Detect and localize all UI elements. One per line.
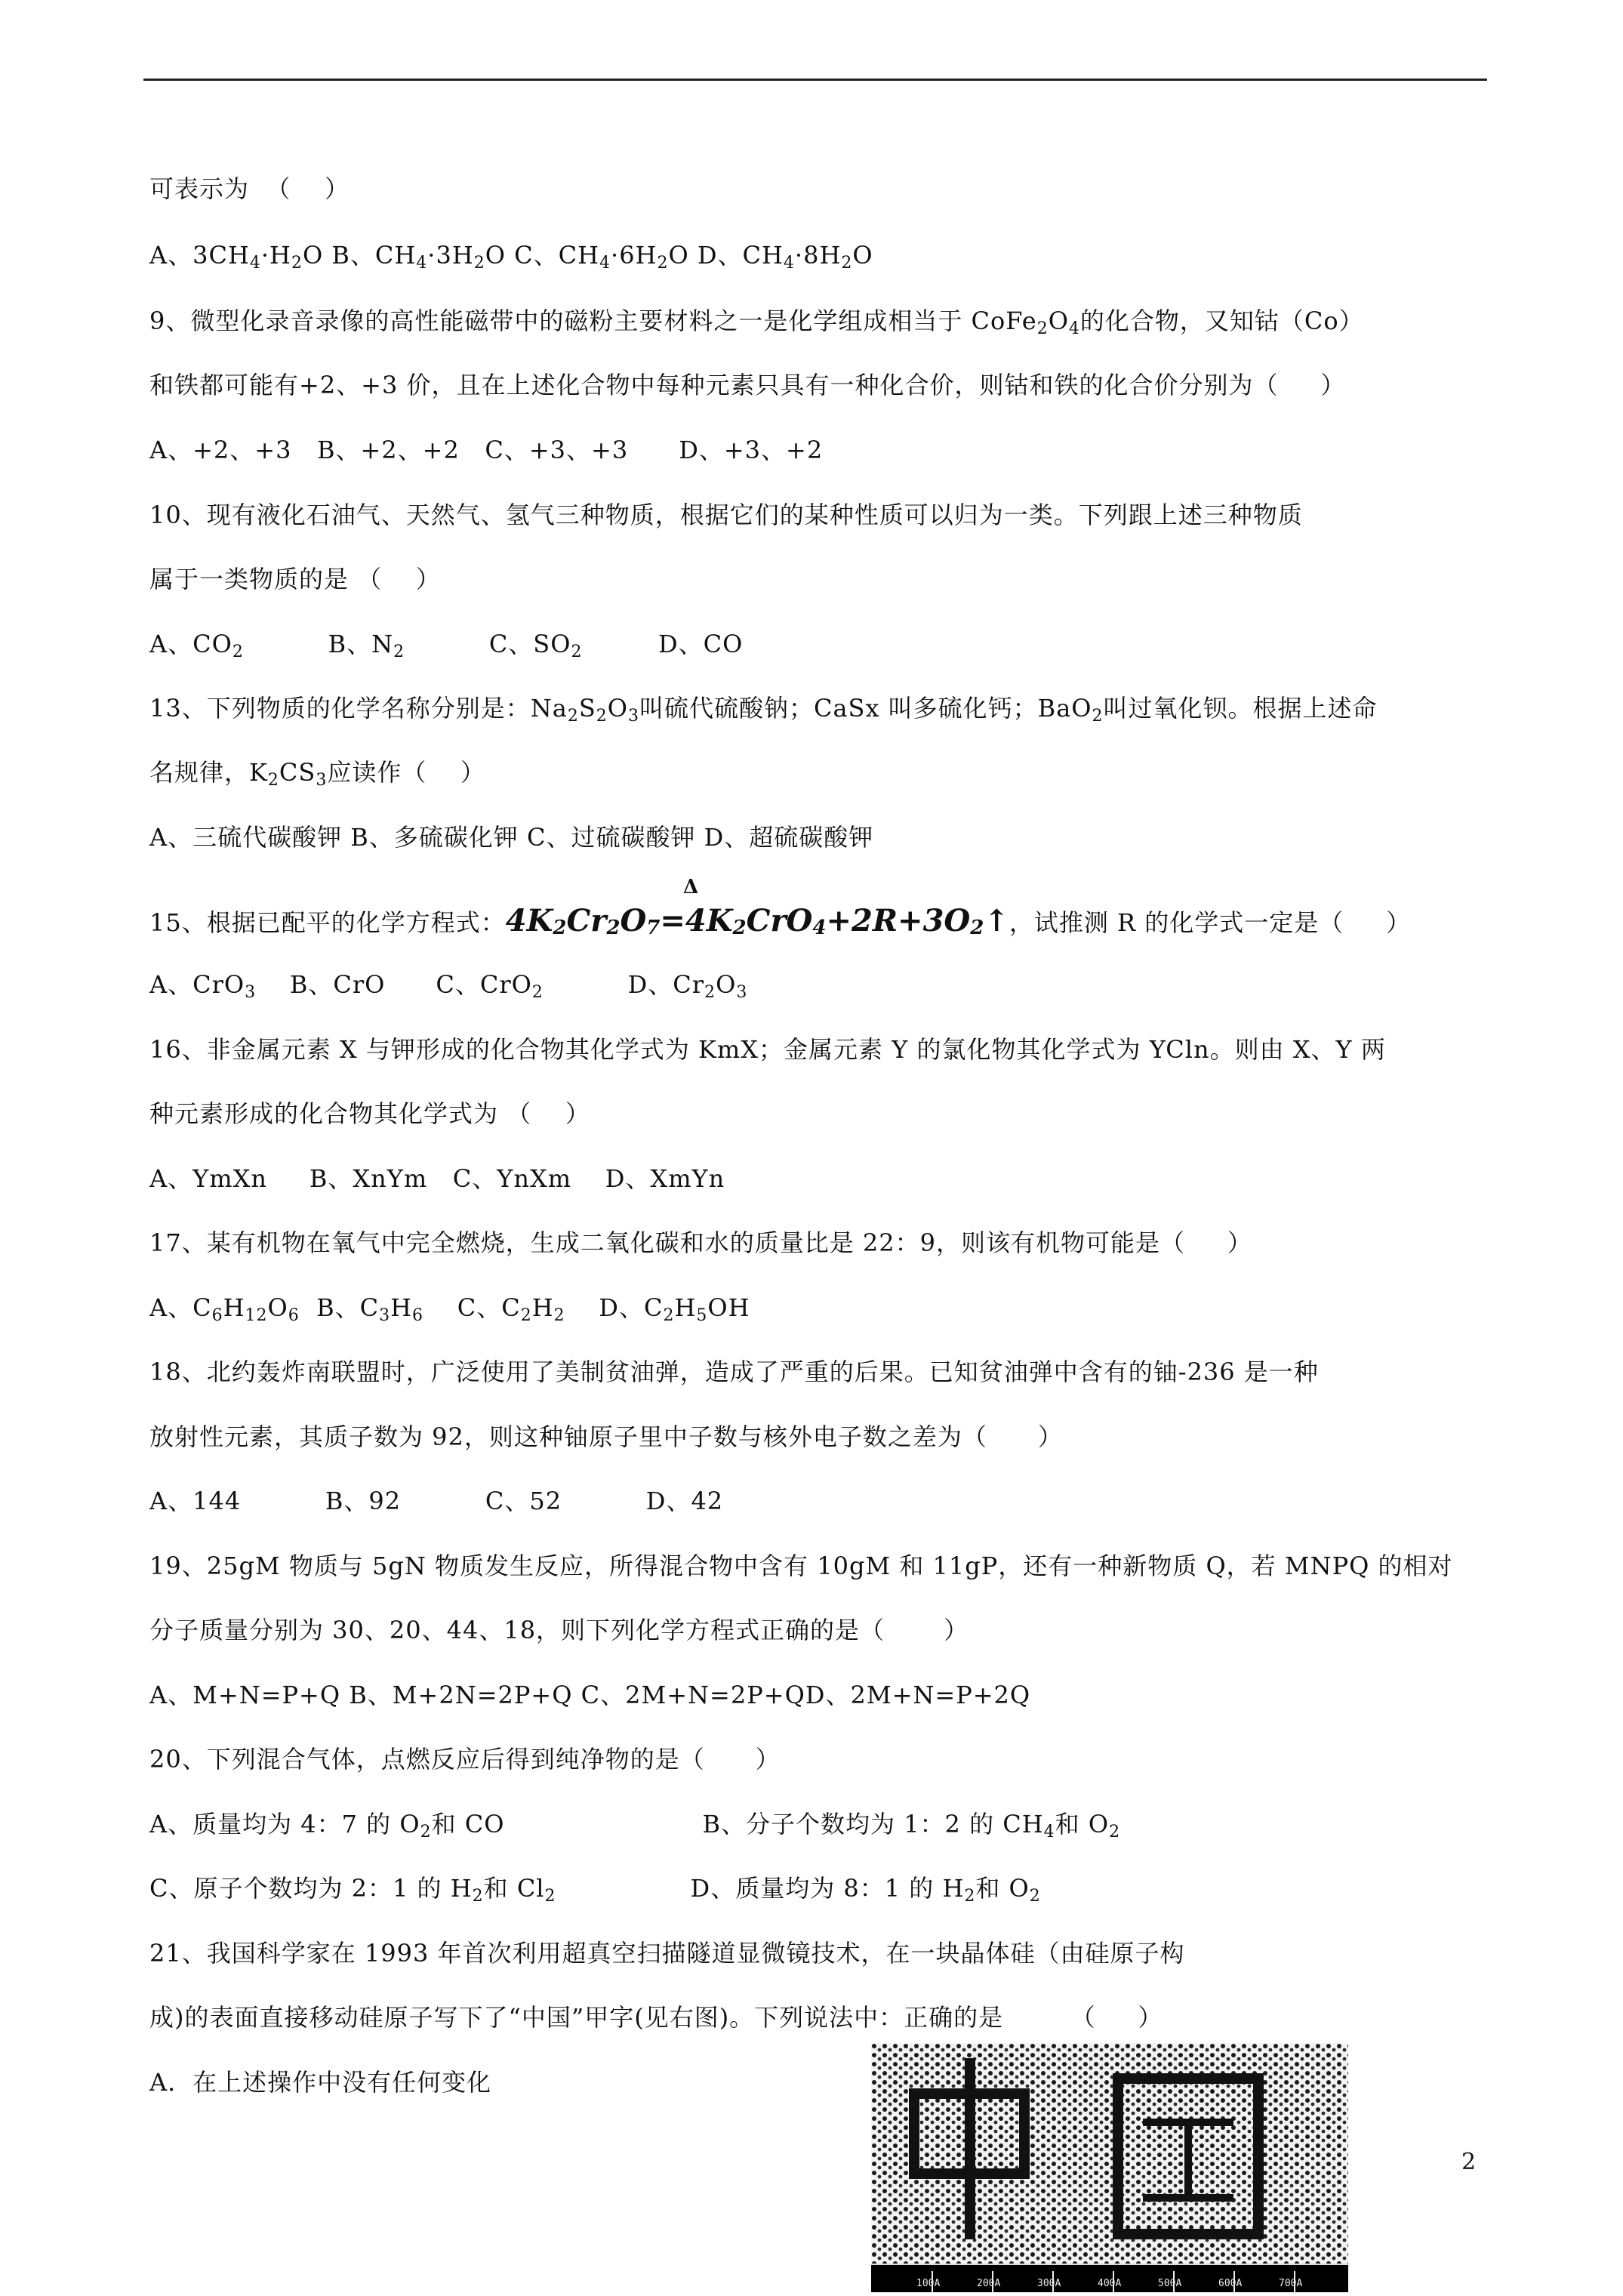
text-line: 和铁都可能有+2、+3 价，且在上述化合物中每种元素只具有一种化合价，则钴和铁的化合价分别为（ ） bbox=[149, 371, 1346, 399]
question-10: 10、现有液化石油气、天然气、氢气三种物质，根据它们的某种性质可以归为一类。下列跟上述三种物质 bbox=[149, 501, 1303, 529]
stm-image bbox=[871, 2043, 1348, 2292]
question-18: 18、北约轰炸南联盟时，广泛使用了美制贫油弹，造成了严重的后果。已知贫油弹中含有的铀-236 是一种 bbox=[149, 1358, 1319, 1386]
page-number: 2 bbox=[1461, 2149, 1477, 2175]
text-line: 成)的表面直接移动硅原子写下了“中国”甲字(见右图)。下列说法中：正确的是 （ ） bbox=[149, 2003, 1163, 2032]
question-20: 20、下列混合气体，点燃反应后得到纯净物的是（ ） bbox=[149, 1745, 781, 1774]
options-line: A、$3CH_4\cdot H_2O$ B、$CH_4\cdot 3H_2O$ C、$CH_4\cdot 6H_2O$ D、$CH_4\cdot 8H_2O$ bbox=[149, 241, 873, 273]
options-line: A、YmXn B、XnYm C、YnXm D、XmYn bbox=[149, 1164, 725, 1193]
text-line: 可表示为 （ ） bbox=[149, 174, 350, 203]
option-a-line: A．在上述操作中没有任何变化 bbox=[149, 2068, 492, 2097]
question-17: 17、某有机物在氧气中完全燃烧，生成二氧化碳和水的质量比是 22：9，则该有机物可能是（ ） bbox=[149, 1228, 1252, 1257]
silicon-surface-texture bbox=[871, 2043, 1348, 2265]
chemical-equation: $4K_2Cr_2O_7=4K_2CrO_4+2R+3O_2↑$ bbox=[505, 903, 1009, 939]
header-rule bbox=[143, 79, 1487, 81]
question-19: 19、25gM 物质与 5gN 物质发生反应，所得混合物中含有 10gM 和 11gP，还有一种新物质 Q，若 MNPQ 的相对 bbox=[149, 1552, 1453, 1580]
options-line: A、$C_6H_{12}O_6$ B、$C_3H_6$ C、$C_2H_2$ D、$C_2H_5OH$ bbox=[149, 1293, 750, 1325]
options-line: A、M+N=P+Q B、M+2N=2P+Q C、2M+N=2P+QD、2M+N=P+2Q bbox=[149, 1681, 1031, 1709]
scale-bar: 100A 200A 300A 400A 500A 600A 700A bbox=[871, 2264, 1348, 2292]
question-13: 13、下列物质的化学名称分别是：$Na_2S_2O_3$叫硫代硫酸钠；CaSx 叫多硫化钙；BaO$_2$叫过氧化钡。根据上述命 bbox=[149, 694, 1378, 726]
text-line: 属于一类物质的是 （ ） bbox=[149, 565, 441, 593]
question-15: 15、根据已配平的化学方程式：$4K_2Cr_2O_7=4K_2CrO_4+2R+3O_2↑$，试推测 R 的化学式一定是（ ） bbox=[149, 903, 1412, 939]
question-21: 21、我国科学家在 1993 年首次利用超真空扫描隧道显微镜技术，在一块晶体硅（由硅原子构 bbox=[149, 1939, 1185, 1968]
question-9: 9、微型化录音录像的高性能磁带中的磁粉主要材料之一是化学组成相当于 $CoFe_2O_4$的化合物，又知钴（Co） bbox=[149, 307, 1364, 338]
options-line: A、144 B、92 C、52 D、42 bbox=[149, 1487, 724, 1515]
text-line: 种元素形成的化合物其化学式为 （ ） bbox=[149, 1099, 590, 1128]
question-16: 16、非金属元素 X 与钾形成的化合物其化学式为 KmX；金属元素 Y 的氯化物其化学式为 YCln。则由 X、Y 两 bbox=[149, 1035, 1386, 1064]
text-line: 名规律，$K_2CS_3$应读作（ ） bbox=[149, 758, 486, 790]
options-line: A、三硫代碳酸钾 B、多硫碳化钾 C、过硫碳酸钾 D、超硫碳酸钾 bbox=[149, 823, 874, 852]
options-line: A、CrO$_3$ B、CrO C、CrO$_2$ D、$Cr_2O_3$ bbox=[149, 970, 748, 1002]
text-line: 分子质量分别为 30、20、44、18，则下列化学方程式正确的是（ ） bbox=[149, 1616, 969, 1644]
options-line: C、原子个数均为 2：1 的 $H_2$和 $Cl_2$ D、质量均为 8：1 的 $H_2$和 $O_2$ bbox=[149, 1874, 1041, 1906]
heat-symbol: Δ bbox=[683, 876, 699, 898]
text-line: 放射性元素，其质子数为 92，则这种铀原子里中子数与核外电子数之差为（ ） bbox=[149, 1422, 1063, 1451]
options-line: A、$CO_2$ B、$N_2$ C、$SO_2$ D、CO bbox=[149, 630, 744, 661]
options-line: A、+2、+3 B、+2、+2 C、+3、+3 D、+3、+2 bbox=[149, 436, 824, 464]
options-line: A、质量均为 4：7 的 $O_2$和 CO B、分子个数均为 1：2 的 $CH_4$和 $O_2$ bbox=[149, 1810, 1121, 1841]
